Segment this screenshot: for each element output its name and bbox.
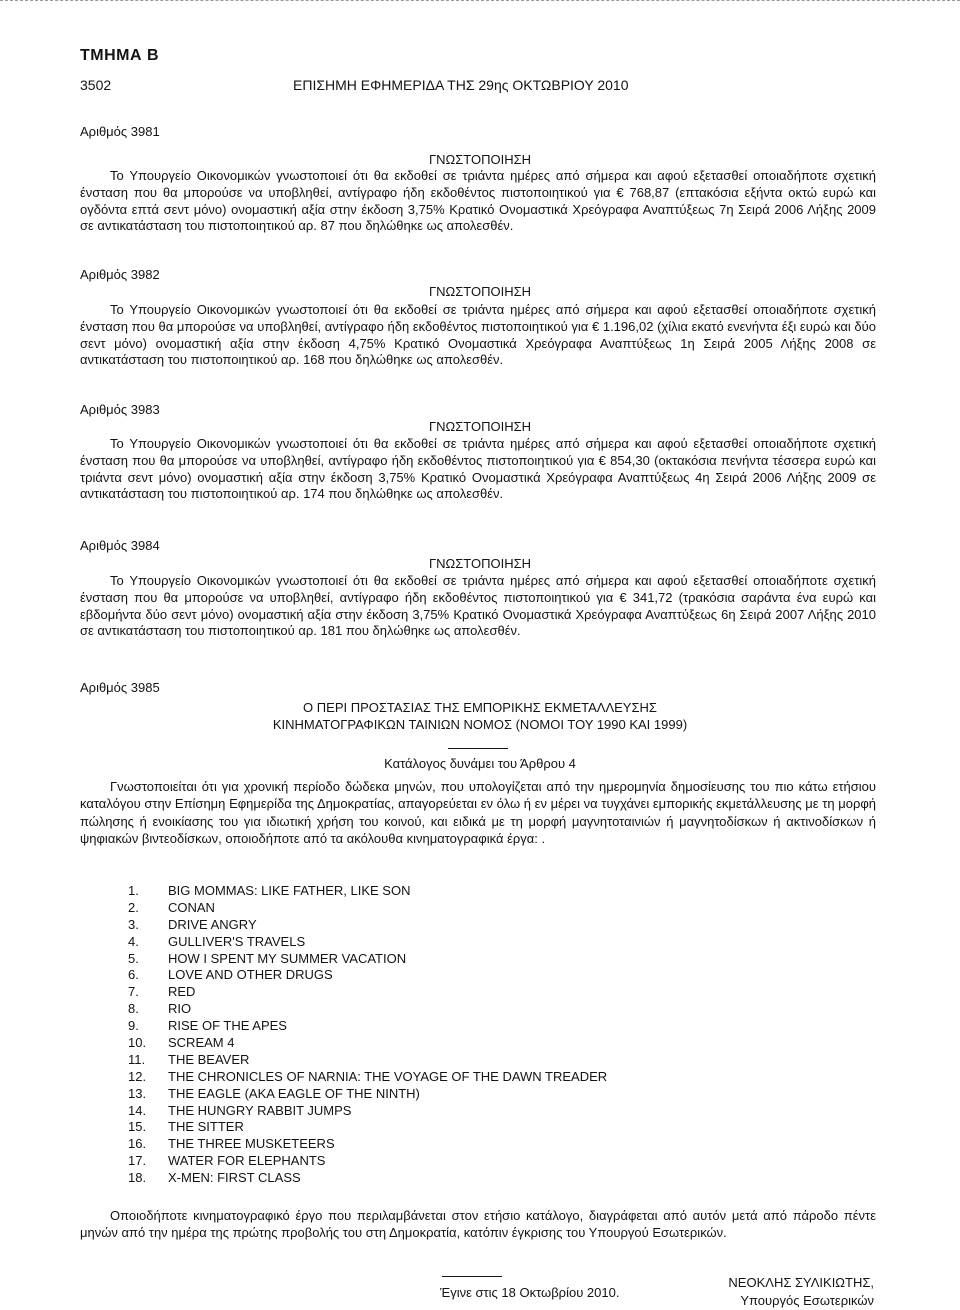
- film-title: THE CHRONICLES OF NARNIA: THE VOYAGE OF THE DAWN TREADER: [168, 1068, 608, 1084]
- notice-number: Αριθμός 3982: [80, 267, 160, 282]
- film-title: THE THREE MUSKETEERS: [168, 1136, 335, 1152]
- film-number: 17.: [128, 1153, 147, 1169]
- film-title: THE HUNGRY RABBIT JUMPS: [168, 1102, 352, 1118]
- divider: [448, 748, 508, 749]
- notice-number: Αριθμός 3981: [80, 124, 160, 139]
- closing-paragraph: Οποιοδήποτε κινηματογραφικό έργο που περιλαμβάνεται στον ετήσιο κατάλογο, διαγράφεται από αυτόν μετά από πάροδο πέντε μηνών από την ημέρα της πρώτης προβολής του στη Δημοκρατία, κατόπιν έγκρισης του Υπουργού Εσωτερικών.: [80, 1208, 876, 1240]
- signatory-title: Υπουργός Εσωτερικών: [740, 1293, 874, 1308]
- film-title: GULLIVER'S TRAVELS: [168, 933, 306, 949]
- signing-date: Έγινε στις 18 Οκτωβρίου 2010.: [440, 1285, 620, 1300]
- film-title: BIG MOMMAS: LIKE FATHER, LIKE SON: [168, 883, 411, 898]
- film-number: 3.: [128, 916, 139, 932]
- film-title: WATER FOR ELEPHANTS: [168, 1153, 326, 1169]
- divider: [442, 1276, 502, 1277]
- notice-heading: ΓΝΩΣΤΟΠΟΙΗΣΗ: [428, 419, 532, 434]
- film-title: DRIVE ANGRY: [168, 916, 257, 932]
- film-title: LOVE AND OTHER DRUGS: [168, 967, 333, 983]
- film-title: RISE OF THE APES: [168, 1018, 287, 1034]
- signatory-name: ΝΕΟΚΛΗΣ ΣΥΛΙΚΙΩΤΗΣ,: [728, 1275, 874, 1290]
- catalogue-intro: Γνωστοποιείται ότι για χρονική περίοδο δώδεκα μηνών, που υπολογίζεται από την ημερομηνία δημοσίευσης του πιο κάτω ετήσιου καταλόγου στην Επίσημη Εφημερίδα της Δημοκρατίας, απαγορεύεται εν όλω ή εν μέρει να τυγχάνει εμπορικής εκμετάλλευσης με τη μορφή πώλησης ή ενοικίασης του για ιδιωτική χρήση του κοινού, και ειδικά με τη μορφή μαγνητοταινιών ή μαγνητοδίσκων ή ακτινοδίσκων ή ψηφιακών βιντεοδίσκων, οποιοδήποτε από τα ακόλουθα κινηματογραφικά έργα: .: [80, 779, 876, 847]
- list-item: [128, 1069, 607, 1086]
- list-item: [128, 1052, 607, 1069]
- notice-number: Αριθμός 3985: [80, 680, 160, 695]
- notice-heading: ΓΝΩΣΤΟΠΟΙΗΣΗ: [428, 556, 532, 571]
- page-number: 3502: [80, 77, 112, 93]
- film-title: THE BEAVER: [168, 1051, 250, 1067]
- list-item: [128, 934, 607, 951]
- film-title: RIO: [168, 1001, 192, 1017]
- list-item: [128, 1086, 607, 1103]
- film-title: THE SITTER: [168, 1119, 244, 1135]
- film-number: 2.: [128, 899, 139, 915]
- notice-text: Το Υπουργείο Οικονομικών γνωστοποιεί ότι θα εκδοθεί σε τριάντα ημέρες από σήμερα και αφού εξετασθεί οποιαδήποτε σχετική ένσταση που θα μπορούσε να υποβληθεί, αντίγραφο ήδη εκδοθέντος πιστοποιητικού για € 341,72 (τρακόσια σαράντα ένα ευρώ και εβδομήντα δύο σεντ μόνο) ονομαστική αξία στην έκδοση 3,75% Κρατικό Ονομαστικά Χρεόγραφα Αναπτύξεως 6η Σειρά 2007 Λήξης 2010 σε αντικατάσταση του πιστοποιητικού αρ. 181 που δηλώθηκε ως απολεσθέν.: [80, 573, 876, 639]
- notice-text: Το Υπουργείο Οικονομικών γνωστοποιεί ότι θα εκδοθεί σε τριάντα ημέρες από σήμερα και αφού εξετασθεί οποιαδήποτε σχετική ένσταση που θα μπορούσε να υποβληθεί, αντίγραφο ήδη εκδοθέντος πιστοποιητικού για € 854,30 (οκτακόσια πενήντα τέσσερα ευρώ και τριάντα σεντ μόνο) ονομαστική αξία στην έκδοση 3,75% Κρατικό Ονομαστικά Χρεόγραφα Αναπτύξεως 4η Σειρά 2006 Λήξης 2009 σε αντικατάσταση του πιστοποιητικού αρ. 174 που δηλώθηκε ως απολεσθέν.: [80, 436, 876, 502]
- film-title: X-MEN: FIRST CLASS: [168, 1170, 301, 1186]
- notice-heading: ΓΝΩΣΤΟΠΟΙΗΣΗ: [428, 284, 532, 299]
- list-item: [128, 967, 607, 984]
- film-title: THE EAGLE (AKA EAGLE OF THE NINTH): [168, 1085, 420, 1101]
- gazette-title: ΕΠΙΣΗΜΗ ΕΦΗΜΕΡΙΔΑ ΤΗΣ 29ης ΟΚΤΩΒΡΙΟΥ 2010: [293, 77, 629, 93]
- signatory: [706, 1274, 874, 1310]
- list-item: [128, 1018, 607, 1035]
- notice-text: Το Υπουργείο Οικονομικών γνωστοποιεί ότι θα εκδοθεί σε τριάντα ημέρες από σήμερα και αφού εξετασθεί οποιαδήποτε σχετική ένσταση που θα μπορούσε να υποβληθεί, αντίγραφο ήδη εκδοθέντος πιστοποιητικού για € 768,87 (επτακόσια εξήντα οκτώ ευρώ και ογδόντα επτά σεντ μόνο) ονομαστική αξία στην έκδοση 3,75% Κρατικό Ονομαστικά Χρεόγραφα Αναπτύξεως 7η Σειρά 2006 Λήξης 2009 σε αντικατάσταση του πιστοποιητικού αρ. 87 που δηλώθηκε ως απολεσθέν.: [80, 168, 876, 234]
- film-number: 18.: [128, 1170, 147, 1186]
- film-number: 5.: [128, 950, 139, 966]
- film-number: 6.: [128, 967, 139, 983]
- list-item: [128, 1001, 607, 1018]
- film-number: 16.: [128, 1136, 147, 1152]
- film-number: 15.: [128, 1119, 147, 1135]
- list-item: [128, 917, 607, 934]
- film-number: 7.: [128, 984, 139, 1000]
- notice-number: Αριθμός 3984: [80, 538, 160, 553]
- list-item: [128, 1119, 607, 1136]
- film-number: 9.: [128, 1018, 139, 1034]
- notice-text: Το Υπουργείο Οικονομικών γνωστοποιεί ότι θα εκδοθεί σε τριάντα ημέρες από σήμερα και αφού εξετασθεί οποιαδήποτε σχετική ένσταση που θα μπορούσε να υποβληθεί, αντίγραφο ήδη εκδοθέντος πιστοποιητικού για € 1.196,02 (χίλια εκατό ενενήντα έξι ευρώ και δύο σεντ μόνο) ονομαστική αξία στην έκδοση 4,75% Κρατικό Ονομαστικά Χρεόγραφα Αναπτύξεως 1η Σειρά 2005 Λήξης 2008 σε αντικατάσταση του πιστοποιητικού αρ. 168 που δηλώθηκε ως απολεσθέν.: [80, 302, 876, 368]
- film-title: HOW I SPENT MY SUMMER VACATION: [168, 950, 407, 966]
- film-number: 11.: [128, 1051, 146, 1067]
- film-number: 4.: [128, 933, 139, 949]
- film-number: 8.: [128, 1001, 139, 1017]
- catalogue-heading: Κατάλογος δυνάμει του Άρθρου 4: [384, 756, 576, 771]
- film-title: SCREAM 4: [168, 1035, 235, 1051]
- film-list: [128, 883, 607, 1187]
- notice-heading: ΓΝΩΣΤΟΠΟΙΗΣΗ: [428, 152, 532, 167]
- notice-number: Αριθμός 3983: [80, 402, 160, 417]
- film-number: 13.: [128, 1085, 147, 1101]
- film-title: RED: [168, 984, 196, 1000]
- list-item: [128, 1035, 607, 1052]
- film-number: 12.: [128, 1068, 147, 1084]
- film-title: CONAN: [168, 899, 215, 915]
- page-top-border: [0, 0, 960, 4]
- list-item: [128, 1103, 607, 1120]
- law-title: Ο ΠΕΡΙ ΠΡΟΣΤΑΣΙΑΣ ΤΗΣ ΕΜΠΟΡΙΚΗΣ ΕΚΜΕΤΑΛΛΕΥΣΗΣ: [303, 700, 657, 715]
- list-item: [128, 1170, 607, 1187]
- film-number: 1.: [128, 883, 139, 898]
- film-number: 10.: [128, 1035, 147, 1051]
- law-title: ΚΙΝΗΜΑΤΟΓΡΑΦΙΚΩΝ ΤΑΙΝΙΩΝ ΝΟΜΟΣ (ΝΟΜΟΙ ΤΟΥ 1990 ΚΑΙ 1999): [272, 717, 688, 732]
- film-number: 14.: [128, 1102, 147, 1118]
- list-item: [128, 900, 607, 917]
- list-item: [128, 883, 607, 900]
- list-item: [128, 1153, 607, 1170]
- list-item: [128, 984, 607, 1001]
- list-item: [128, 1136, 607, 1153]
- section-label: ΤΜΗΜΑ Β: [80, 47, 160, 64]
- list-item: [128, 951, 607, 968]
